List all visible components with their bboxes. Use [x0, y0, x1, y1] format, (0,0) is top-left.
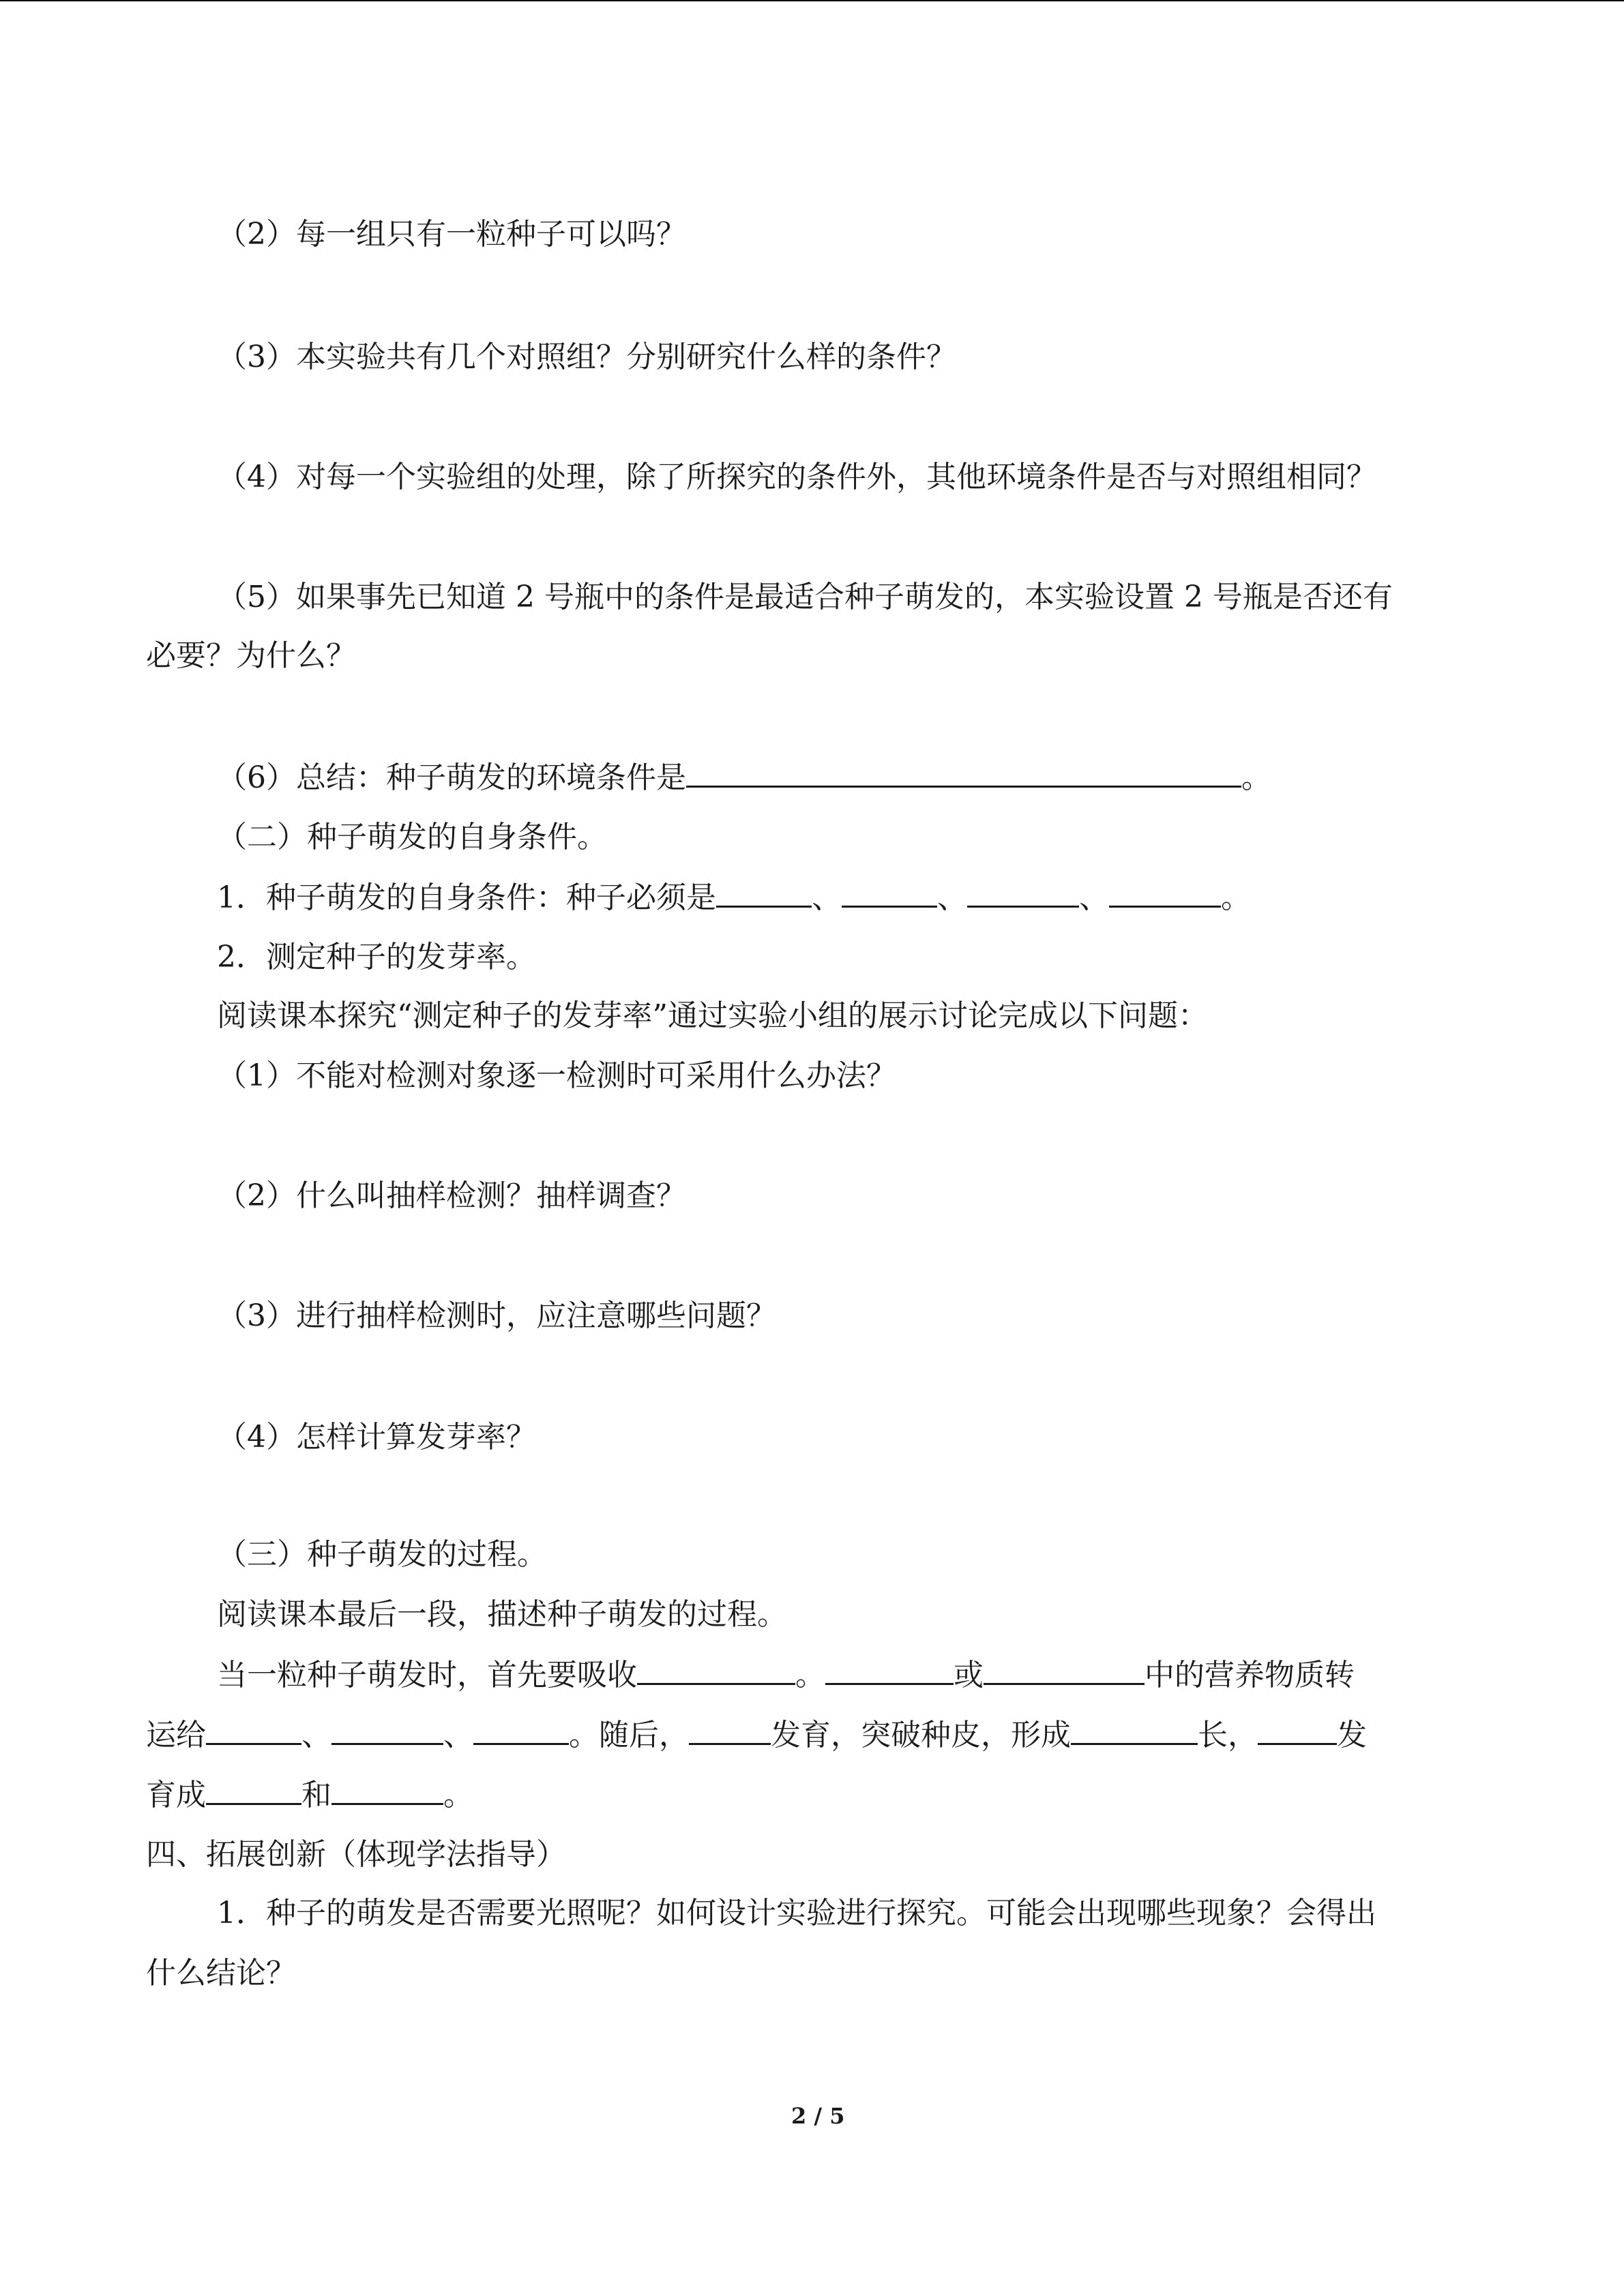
separator: 、 [301, 1718, 331, 1753]
process-text: 。随后， [569, 1718, 689, 1753]
question-5-line-1: （5）如果事先已知道 2 号瓶中的条件是最适合种子萌发的，本实验设置 2 号瓶是否还有 [217, 580, 1393, 614]
extension-question-line-2: 什么结论？ [146, 1956, 296, 1991]
question-5-line-2: 必要？为什么？ [146, 638, 356, 673]
process-text: 长， [1198, 1718, 1258, 1753]
process-line-1 [217, 1654, 1355, 1696]
separator: 、 [812, 880, 842, 915]
process-line-3 [146, 1774, 473, 1816]
process-text: 中的营养物质转 [1145, 1658, 1355, 1693]
question-3: （3）本实验共有几个对照组？分别研究什么样的条件？ [217, 340, 956, 374]
answer-blank[interactable] [637, 1654, 795, 1685]
answer-blank[interactable] [716, 877, 812, 908]
answer-blank[interactable] [967, 877, 1079, 908]
separator: 、 [937, 880, 967, 915]
answer-blank[interactable] [473, 1714, 569, 1745]
process-text: 和 [301, 1778, 331, 1813]
process-text: 当一粒种子萌发时，首先要吸收 [217, 1658, 637, 1693]
item-2-1 [217, 877, 1251, 919]
item-2-2: 2．测定种子的发芽率。 [217, 940, 536, 974]
top-border [0, 0, 1624, 1]
item-2-1-text: 1．种子萌发的自身条件：种子必须是 [217, 880, 716, 915]
process-text: 。 [795, 1658, 825, 1693]
answer-blank[interactable] [984, 1654, 1145, 1685]
answer-blank[interactable] [206, 1714, 301, 1745]
process-text: 运给 [146, 1718, 206, 1753]
process-text: 发 [1337, 1718, 1367, 1753]
sub-question-3: （3）进行抽样检测时，应注意哪些问题？ [217, 1298, 776, 1333]
answer-blank[interactable] [331, 1714, 443, 1745]
sub-question-1: （1）不能对检测对象逐一检测时可采用什么办法？ [217, 1058, 896, 1093]
question-6 [217, 757, 1271, 799]
answer-blank[interactable] [825, 1654, 954, 1685]
sub-question-4: （4）怎样计算发芽率？ [217, 1420, 536, 1455]
answer-blank[interactable] [842, 877, 937, 908]
section-2-heading: （二）种子萌发的自身条件。 [217, 820, 607, 854]
question-2: （2）每一组只有一粒种子可以吗？ [217, 217, 686, 252]
section-4-heading: 四、拓展创新（体现学法指导） [146, 1837, 566, 1872]
punctuation: 。 [1241, 760, 1271, 795]
answer-blank[interactable] [689, 1714, 771, 1745]
process-text: 或 [954, 1658, 984, 1693]
page-number: 2 / 5 [791, 2103, 845, 2129]
answer-blank[interactable] [1258, 1714, 1337, 1745]
section-3-heading: （三）种子萌发的过程。 [217, 1537, 547, 1572]
answer-blank[interactable] [686, 757, 1241, 788]
reading-instruction-1: 阅读课本探究“测定种子的发芽率”通过实验小组的展示讨论完成以下问题： [217, 998, 1208, 1033]
reading-instruction-2: 阅读课本最后一段，描述种子萌发的过程。 [217, 1597, 787, 1632]
answer-blank[interactable] [1071, 1714, 1198, 1745]
punctuation: 。 [443, 1778, 473, 1813]
question-6-text: （6）总结：种子萌发的环境条件是 [217, 760, 686, 795]
answer-blank[interactable] [1109, 877, 1221, 908]
answer-blank[interactable] [206, 1774, 301, 1805]
question-4: （4）对每一个实验组的处理，除了所探究的条件外，其他环境条件是否与对照组相同？ [217, 460, 1376, 494]
process-text: 育成 [146, 1778, 206, 1813]
answer-blank[interactable] [331, 1774, 443, 1805]
process-text: 发育，突破种皮，形成 [771, 1718, 1071, 1753]
process-line-2 [146, 1714, 1367, 1756]
punctuation: 。 [1221, 880, 1251, 915]
extension-question-line-1: 1．种子的萌发是否需要光照呢？如何设计实验进行探究。可能会出现哪些现象？会得出 [217, 1896, 1376, 1930]
separator: 、 [1079, 880, 1109, 915]
sub-question-2: （2）什么叫抽样检测？抽样调查？ [217, 1178, 686, 1213]
separator: 、 [443, 1718, 473, 1753]
